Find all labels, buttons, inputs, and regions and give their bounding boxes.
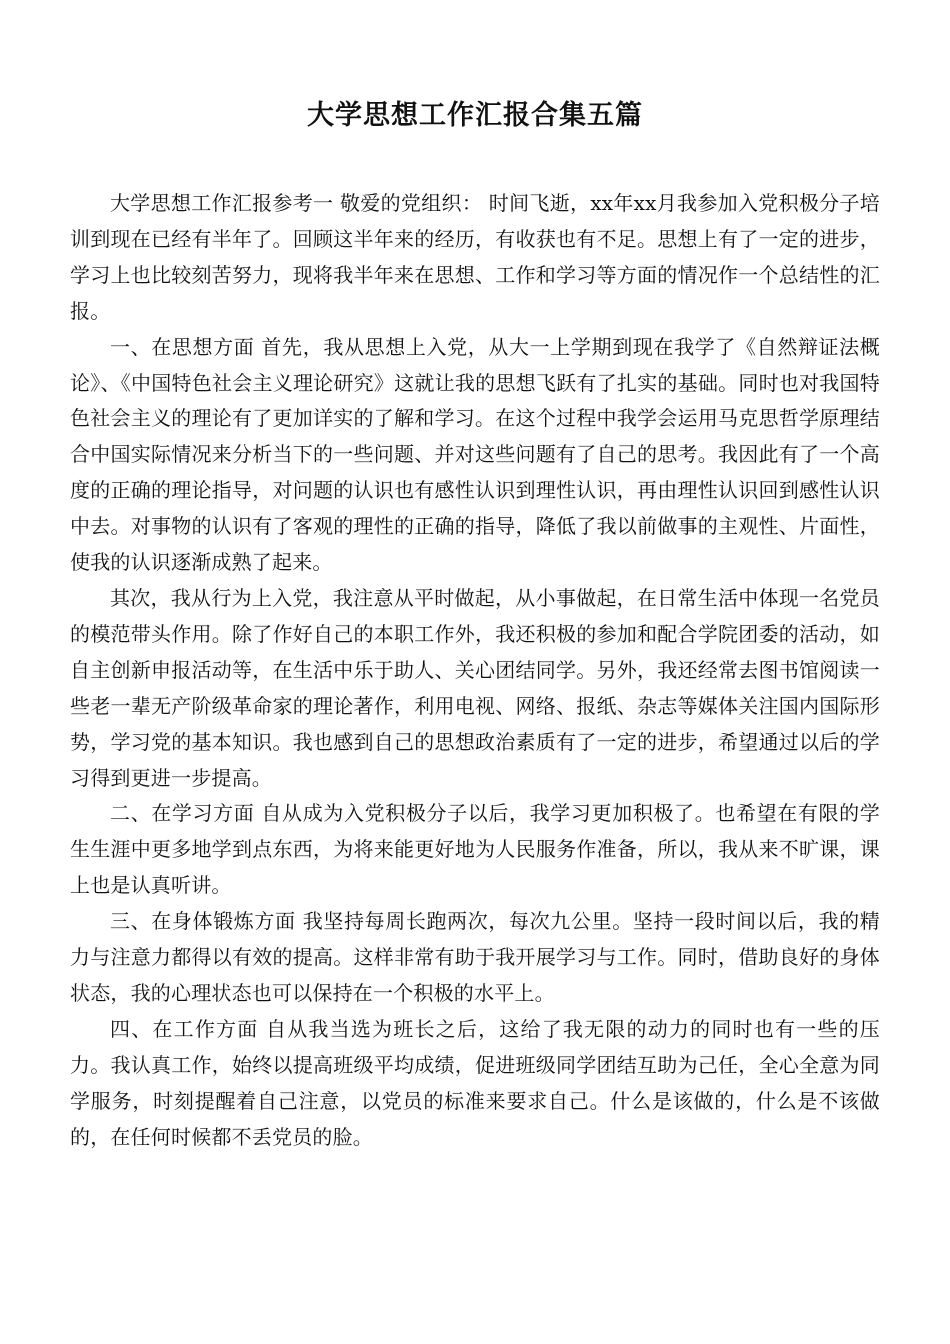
paragraph-work: 四、在工作方面 自从我当选为班长之后，这给了我无限的动力的同时也有一些的压力。我认真工作，始终以提高班级平均成绩，促进班级同学团结互助为己任，全心全意为同学服务，时刻提醒着自己注意，以党员的标准来要求自己。什么是该做的，什么是不该做的，在任何时候都不丢党员的脸。 bbox=[70, 1016, 880, 1149]
paragraph-thought: 一、在思想方面 首先，我从思想上入党，从大一上学期到现在我学了《自然辩证法概论》、《中国特色社会主义理论研究》这就让我的思想飞跃有了扎实的基础。同时也对我国特色社会主义的理论有了更加详实的了解和学习。在这个过程中我学会运用马克思哲学原理结合中国实际情况来分析当下的一些问题、并对这些问题有了自己的思考。我因此有了一个高度的正确的理论指导，对问题的认识也有感性认识到理性认识，再由理性认识回到感性认识中去。对事物的认识有了客观的理性的正确的指导，降低了我以前做事的主观性、片面性，使我的认识逐渐成熟了起来。 bbox=[70, 334, 880, 575]
paragraph-behavior: 其次，我从行为上入党，我注意从平时做起，从小事做起，在日常生活中体现一名党员的模范带头作用。除了作好自己的本职工作外，我还积极的参加和配合学院团委的活动，如自主创新申报活动等，在生活中乐于助人、关心团结同学。另外，我还经常去图书馆阅读一些老一辈无产阶级革命家的理论著作，利用电视、网络、报纸、杂志等媒体关注国内国际形势，学习党的基本知识。我也感到自己的思想政治素质有了一定的进步，希望通过以后的学习得到更进一步提高。 bbox=[70, 585, 880, 790]
paragraph-exercise: 三、在身体锻炼方面 我坚持每周长跑两次，每次九公里。坚持一段时间以后，我的精力与注意力都得以有效的提高。这样非常有助于我开展学习与工作。同时，借助良好的身体状态，我的心理状态也可以保持在一个积极的水平上。 bbox=[70, 909, 880, 1005]
document-title: 大学思想工作汇报合集五篇 bbox=[307, 100, 643, 131]
document-body bbox=[70, 186, 880, 1155]
paragraph-study: 二、在学习方面 自从成为入党积极分子以后，我学习更加积极了。也希望在有限的学生生涯中更多地学到点东西，为将来能更好地为人民服务作准备，所以，我从来不旷课，课上也是认真听讲。 bbox=[70, 801, 880, 898]
paragraph-intro: 大学思想工作汇报参考一 敬爱的党组织： 时间飞逝，xx年xx月我参加入党积极分子培训到现在已经有半年了。回顾这半年来的经历，有收获也有不足。思想上有了一定的进步，学习上也比较刻苦努力，现将我半年来在思想、工作和学习等方面的情况作一个总结性的汇报。 bbox=[70, 191, 880, 323]
